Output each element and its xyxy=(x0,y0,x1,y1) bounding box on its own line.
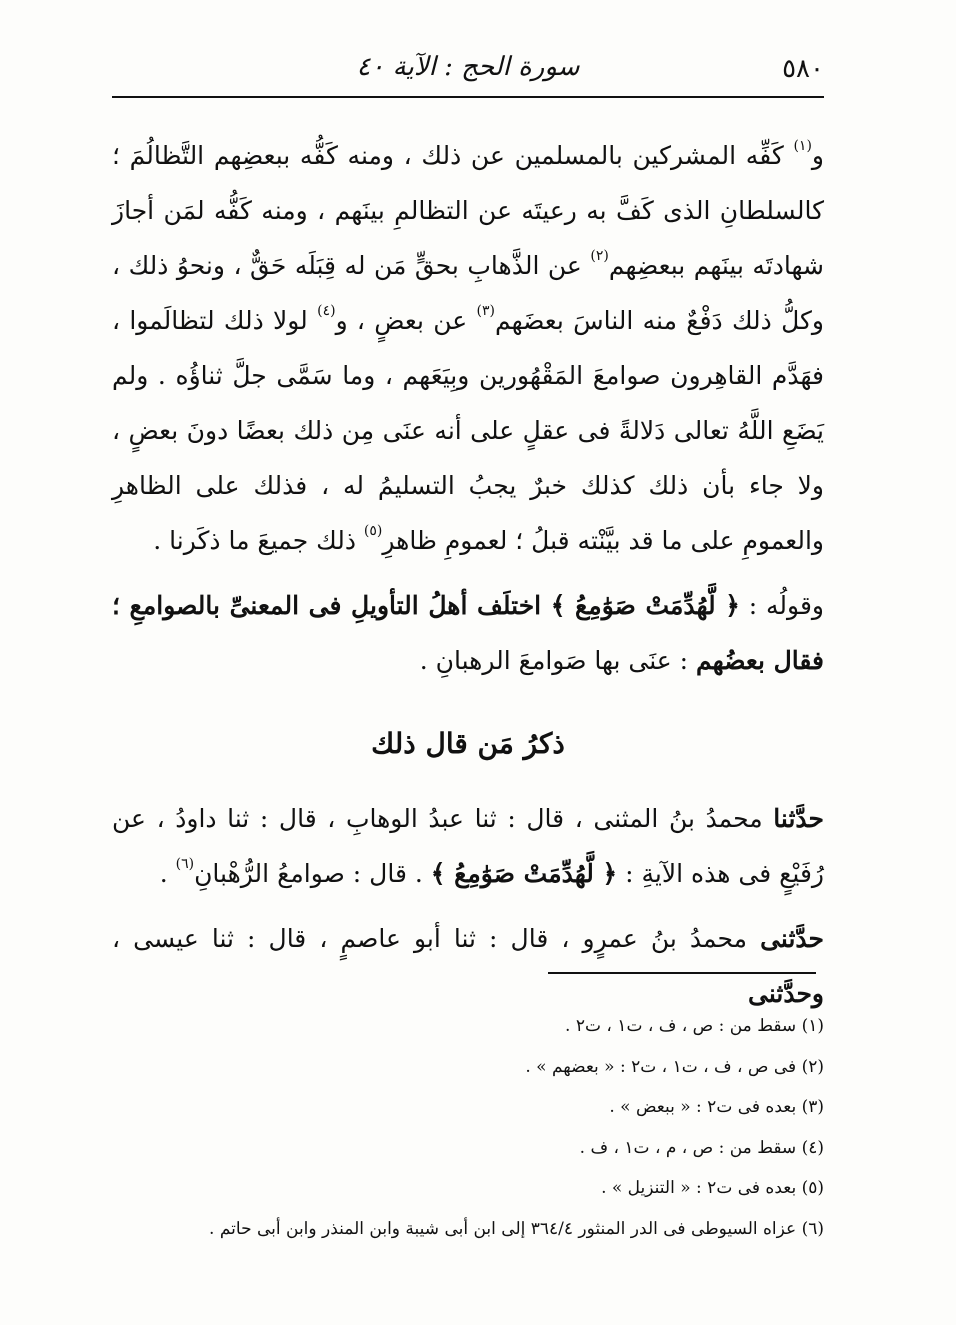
footnote-1: (١) سقط من : ص ، ف ، ت١ ، ت٢ . xyxy=(565,1016,824,1036)
text-run: . xyxy=(159,859,176,888)
text-run: كَفِّه المشركين بالمسلمين عن ذلك ، ومنه كَفُّه ببعضِهم التَّظالُمَ ؛ كالسلطانِ الذى كَفَّ به رعيتَه عن التظالمِ بينَهم ، ومنه كَفُّه لمَن أجازَ شهادتَه بينَهم ببعضِهم xyxy=(112,141,824,280)
paragraph-commentary xyxy=(112,128,824,568)
footnote-2: (٢) فى ص ، ف ، ت١ ، ت٢ : « بعضهم » . xyxy=(525,1056,824,1077)
footnote-ref-2[interactable]: (٢) xyxy=(590,248,609,264)
text-run: و xyxy=(811,141,824,170)
text-run: عن بعضٍ ، و xyxy=(335,306,477,335)
footnote-ref-3[interactable]: (٣) xyxy=(476,303,495,319)
section-heading: ذكرُ مَن قال ذلك xyxy=(371,727,565,760)
text-run: لولا ذلك لتظالَموا ، فهَدَّم القاهِرون صوامعَ المَقْهُورين وبِيَعَهم ، وما سَمَّى جلَّ ثناؤُه . ولم يَضَعِ اللَّهُ تعالى دَلالةً فى عقلٍ على أنه عنَى مِن ذلك بعضًا دونَ بعضٍ ، ولا جاء بأن ذلك كذلك خبرٌ يجبُ التسليمُ له ، فذلك على الظاهرِ والعمومِ على ما قد بيَّنْته قبلُ ؛ لعمومِ ظاهرِ xyxy=(112,306,824,555)
footnote-4: (٤) سقط من : ص ، م ، ت١ ، ف . xyxy=(579,1137,824,1158)
footnote-separator xyxy=(548,972,816,974)
narration-keyword: حدَّثنا xyxy=(773,804,824,833)
page-number: ٥٨٠ xyxy=(782,54,824,84)
narration-keyword: وحدَّثنى xyxy=(748,979,824,1008)
text-run: عن الذَّهابِ بحقٍّ مَن له قِبَلَه حَقٌّ ، ونحوُ ذلك ، وكلُّ ذلك دَفْعٌ منه الناسَ بعضَهم xyxy=(112,251,824,335)
quran-quote: ﴿ لَّهُدِّمَتْ صَوَٰمِعُ ﴾ xyxy=(430,859,618,888)
page-header xyxy=(112,40,824,98)
main-text xyxy=(112,128,824,1021)
paragraph-verse-discussion xyxy=(112,578,824,688)
paragraph-narration-2 xyxy=(112,911,824,1021)
footnote-3: (٣) بعده فى ت٢ : « ببعض » . xyxy=(609,1097,824,1117)
footnote-5: (٥) بعده فى ت٢ : « التنزيل » . xyxy=(601,1178,824,1198)
footnote-ref-6[interactable]: (٦) xyxy=(175,856,195,872)
footnote-ref-5[interactable]: (٥) xyxy=(363,523,383,539)
quran-quote: ﴿ لَّهُدِّمَتْ صَوَٰمِعُ ﴾ xyxy=(550,591,740,620)
footnote-ref-4[interactable]: (٤) xyxy=(317,303,336,319)
narration-keyword: حدَّثنى xyxy=(760,924,824,953)
running-title: سورة الحج : الآية ٤٠ xyxy=(356,52,580,82)
text-run: وقولُه : xyxy=(739,591,824,620)
text-run: محمدُ بنُ عمرٍو ، قال : ثنا أبو عاصمٍ ، قال : ثنا عيسى ، xyxy=(112,924,761,953)
text-run: محمدُ بنُ المثنى ، قال : ثنا عبدُ الوهابِ ، قال : ثنا داودُ ، عن رُفَيْعٍ فى هذه الآيةِ : xyxy=(112,804,824,888)
text-run: : عنَى بها صَوامعَ الرهبانِ . xyxy=(419,646,697,675)
footnote-ref-1[interactable]: (١) xyxy=(793,138,812,154)
bold-text-run: اختلَف أهلُ التأويلِ فى المعنىِّ بالصوامعِ ؛ فقال بعضُهم xyxy=(112,591,824,675)
text-run: ذلك جميعَ ما ذكَرنا . xyxy=(153,526,364,555)
footnotes xyxy=(112,1006,824,1249)
paragraph-narration-1 xyxy=(112,791,824,901)
footnote-6: (٦) عزاه السيوطى فى الدر المنثور ٣٦٤/٤ إلى ابن أبى شيبة وابن المنذر وابن أبى حاتم . xyxy=(209,1218,824,1239)
text-run: . قال : صوامعُ الرُّهْبانِ xyxy=(194,859,431,888)
